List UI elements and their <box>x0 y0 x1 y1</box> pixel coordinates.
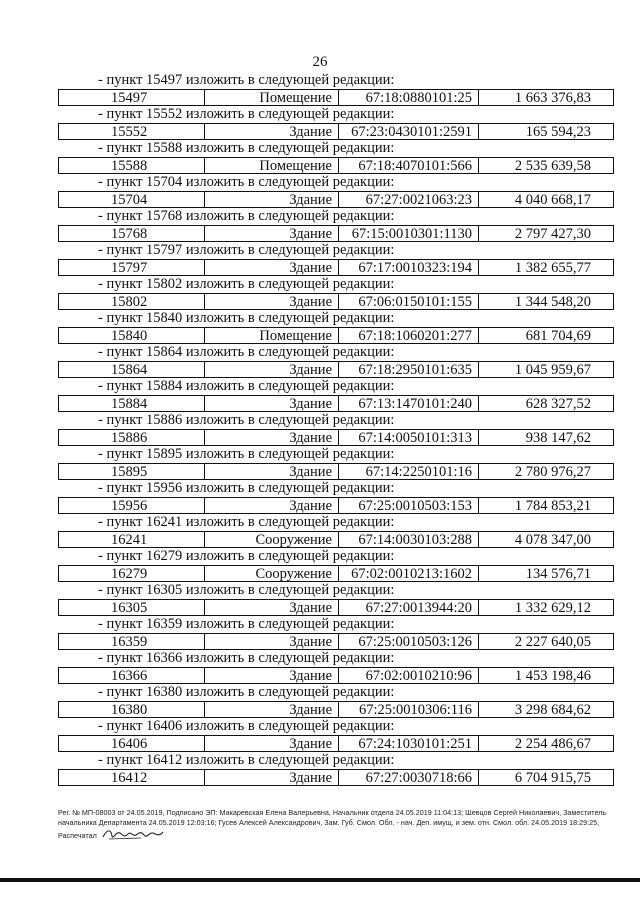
table-row <box>58 531 614 548</box>
cadastral-number-cell: 67:02:0010213:1602 <box>338 566 478 581</box>
object-type-cell: Здание <box>204 668 338 683</box>
item-number-cell: 15704 <box>111 192 148 207</box>
object-type-cell: Помещение <box>204 158 338 173</box>
cadastral-number-cell: 67:06:0150101:155 <box>338 294 478 309</box>
item-number-cell: 15497 <box>111 90 148 105</box>
entry-heading: - пункт 15588 изложить в следующей редакции: <box>98 140 395 156</box>
object-type-cell: Здание <box>204 362 338 377</box>
cadastral-value-cell: 165 594,23 <box>478 124 615 139</box>
cadastral-value-cell: 1 663 376,83 <box>478 90 615 105</box>
cadastral-value-cell: 2 780 976,27 <box>478 464 615 479</box>
object-type-cell: Здание <box>204 192 338 207</box>
cadastral-number-cell: 67:02:0010210:96 <box>338 668 478 683</box>
bottom-rule <box>0 878 640 882</box>
object-type-cell: Помещение <box>204 328 338 343</box>
amendment-list <box>58 72 614 786</box>
item-number-cell: 15802 <box>111 294 148 309</box>
entry-heading: - пункт 16406 изложить в следующей редакции: <box>98 718 395 734</box>
item-number-cell: 16412 <box>111 770 148 785</box>
item-number-cell: 15552 <box>111 124 148 139</box>
cadastral-number-cell: 67:15:0010301:1130 <box>338 226 478 241</box>
object-type-cell: Здание <box>204 464 338 479</box>
table-row <box>58 463 614 480</box>
entry-heading: - пункт 15840 изложить в следующей редакции: <box>98 310 395 326</box>
page-number: 26 <box>312 54 328 70</box>
cadastral-value-cell: 2 254 486,67 <box>478 736 615 751</box>
footer-text: Рег. № МП-08003 от 24.05.2019, Подписано ЭП: Макаревская Елена Валерьевна, Начальник отдела 24.05.2019 11:04:13; Шевцов Сергей Николаевич, Заместитель начальника Департамента 24.05.2019 12:03:16; Гусев Алексей Александрович, Зам. Губ. Смол. Обл. - нач. Деп. имущ. и зем. отн. Смол. обл. 24.05.2019 18:29:25, Распечатал <box>58 808 607 841</box>
cadastral-value-cell: 4 040 668,17 <box>478 192 615 207</box>
cadastral-number-cell: 67:18:4070101:566 <box>338 158 478 173</box>
entry-heading: - пункт 15884 изложить в следующей редакции: <box>98 378 395 394</box>
item-number-cell: 15768 <box>111 226 148 241</box>
cadastral-value-cell: 681 704,69 <box>478 328 615 343</box>
table-row <box>58 769 614 786</box>
object-type-cell: Здание <box>204 260 338 275</box>
object-type-cell: Здание <box>204 600 338 615</box>
object-type-cell: Здание <box>204 702 338 717</box>
entry-heading: - пункт 15552 изложить в следующей редакции: <box>98 106 395 122</box>
cadastral-value-cell: 2 535 639,58 <box>478 158 615 173</box>
entry-heading: - пункт 16412 изложить в следующей редакции: <box>98 752 395 768</box>
object-type-cell: Здание <box>204 124 338 139</box>
entry-heading: - пункт 16380 изложить в следующей редакции: <box>98 684 395 700</box>
item-number-cell: 15588 <box>111 158 148 173</box>
item-number-cell: 16241 <box>111 532 148 547</box>
table-row <box>58 157 614 174</box>
object-type-cell: Здание <box>204 736 338 751</box>
table-row <box>58 497 614 514</box>
handwritten-signature-icon <box>101 827 165 844</box>
table-row <box>58 633 614 650</box>
cadastral-number-cell: 67:14:0050101:313 <box>338 430 478 445</box>
item-number-cell: 16359 <box>111 634 148 649</box>
signature-footer <box>58 808 614 844</box>
table-row <box>58 701 614 718</box>
entry-heading: - пункт 15802 изложить в следующей редакции: <box>98 276 395 292</box>
table-row <box>58 225 614 242</box>
item-number-cell: 15797 <box>111 260 148 275</box>
cadastral-number-cell: 67:27:0030718:66 <box>338 770 478 785</box>
cadastral-number-cell: 67:27:0013944:20 <box>338 600 478 615</box>
table-row <box>58 565 614 582</box>
entry-heading: - пункт 15886 изложить в следующей редакции: <box>98 412 395 428</box>
item-number-cell: 16366 <box>111 668 148 683</box>
cadastral-value-cell: 1 453 198,46 <box>478 668 615 683</box>
table-row <box>58 191 614 208</box>
object-type-cell: Помещение <box>204 90 338 105</box>
entry-heading: - пункт 15864 изложить в следующей редакции: <box>98 344 395 360</box>
item-number-cell: 15884 <box>111 396 148 411</box>
object-type-cell: Здание <box>204 396 338 411</box>
cadastral-number-cell: 67:17:0010323:194 <box>338 260 478 275</box>
cadastral-value-cell: 6 704 915,75 <box>478 770 615 785</box>
item-number-cell: 15895 <box>111 464 148 479</box>
item-number-cell: 16279 <box>111 566 148 581</box>
item-number-cell: 16305 <box>111 600 148 615</box>
cadastral-number-cell: 67:23:0430101:2591 <box>338 124 478 139</box>
object-type-cell: Здание <box>204 770 338 785</box>
object-type-cell: Сооружение <box>204 532 338 547</box>
cadastral-number-cell: 67:14:2250101:16 <box>338 464 478 479</box>
cadastral-value-cell: 2 227 640,05 <box>478 634 615 649</box>
table-row <box>58 293 614 310</box>
item-number-cell: 15864 <box>111 362 148 377</box>
item-number-cell: 15840 <box>111 328 148 343</box>
cadastral-value-cell: 1 332 629,12 <box>478 600 615 615</box>
table-row <box>58 429 614 446</box>
table-row <box>58 89 614 106</box>
entry-heading: - пункт 15497 изложить в следующей редакции: <box>98 72 395 88</box>
table-row <box>58 259 614 276</box>
cadastral-number-cell: 67:24:1030101:251 <box>338 736 478 751</box>
cadastral-number-cell: 67:25:0010306:116 <box>338 702 478 717</box>
table-row <box>58 395 614 412</box>
entry-heading: - пункт 15956 изложить в следующей редакции: <box>98 480 395 496</box>
table-row <box>58 123 614 140</box>
cadastral-number-cell: 67:27:0021063:23 <box>338 192 478 207</box>
cadastral-value-cell: 3 298 684,62 <box>478 702 615 717</box>
cadastral-value-cell: 134 576,71 <box>478 566 615 581</box>
cadastral-number-cell: 67:25:0010503:153 <box>338 498 478 513</box>
table-row <box>58 667 614 684</box>
object-type-cell: Здание <box>204 634 338 649</box>
table-row <box>58 327 614 344</box>
cadastral-number-cell: 67:14:0030103:288 <box>338 532 478 547</box>
cadastral-value-cell: 628 327,52 <box>478 396 615 411</box>
cadastral-value-cell: 1 344 548,20 <box>478 294 615 309</box>
table-row <box>58 735 614 752</box>
table-row <box>58 599 614 616</box>
item-number-cell: 16406 <box>111 736 148 751</box>
entry-heading: - пункт 15895 изложить в следующей редакции: <box>98 446 395 462</box>
entry-heading: - пункт 16279 изложить в следующей редакции: <box>98 548 395 564</box>
object-type-cell: Сооружение <box>204 566 338 581</box>
entry-heading: - пункт 15768 изложить в следующей редакции: <box>98 208 395 224</box>
cadastral-value-cell: 1 382 655,77 <box>478 260 615 275</box>
object-type-cell: Здание <box>204 430 338 445</box>
entry-heading: - пункт 16359 изложить в следующей редакции: <box>98 616 395 632</box>
item-number-cell: 15886 <box>111 430 148 445</box>
cadastral-value-cell: 1 045 959,67 <box>478 362 615 377</box>
object-type-cell: Здание <box>204 498 338 513</box>
object-type-cell: Здание <box>204 226 338 241</box>
entry-heading: - пункт 16366 изложить в следующей редакции: <box>98 650 395 666</box>
entry-heading: - пункт 16305 изложить в следующей редакции: <box>98 582 395 598</box>
entry-heading: - пункт 15704 изложить в следующей редакции: <box>98 174 395 190</box>
cadastral-number-cell: 67:13:1470101:240 <box>338 396 478 411</box>
cadastral-number-cell: 67:18:2950101:635 <box>338 362 478 377</box>
object-type-cell: Здание <box>204 294 338 309</box>
cadastral-number-cell: 67:18:1060201:277 <box>338 328 478 343</box>
entry-heading: - пункт 15797 изложить в следующей редакции: <box>98 242 395 258</box>
cadastral-number-cell: 67:18:0880101:25 <box>338 90 478 105</box>
cadastral-value-cell: 1 784 853,21 <box>478 498 615 513</box>
cadastral-number-cell: 67:25:0010503:126 <box>338 634 478 649</box>
table-row <box>58 361 614 378</box>
cadastral-value-cell: 938 147,62 <box>478 430 615 445</box>
item-number-cell: 15956 <box>111 498 148 513</box>
cadastral-value-cell: 2 797 427,30 <box>478 226 615 241</box>
entry-heading: - пункт 16241 изложить в следующей редакции: <box>98 514 395 530</box>
item-number-cell: 16380 <box>111 702 148 717</box>
cadastral-value-cell: 4 078 347,00 <box>478 532 615 547</box>
